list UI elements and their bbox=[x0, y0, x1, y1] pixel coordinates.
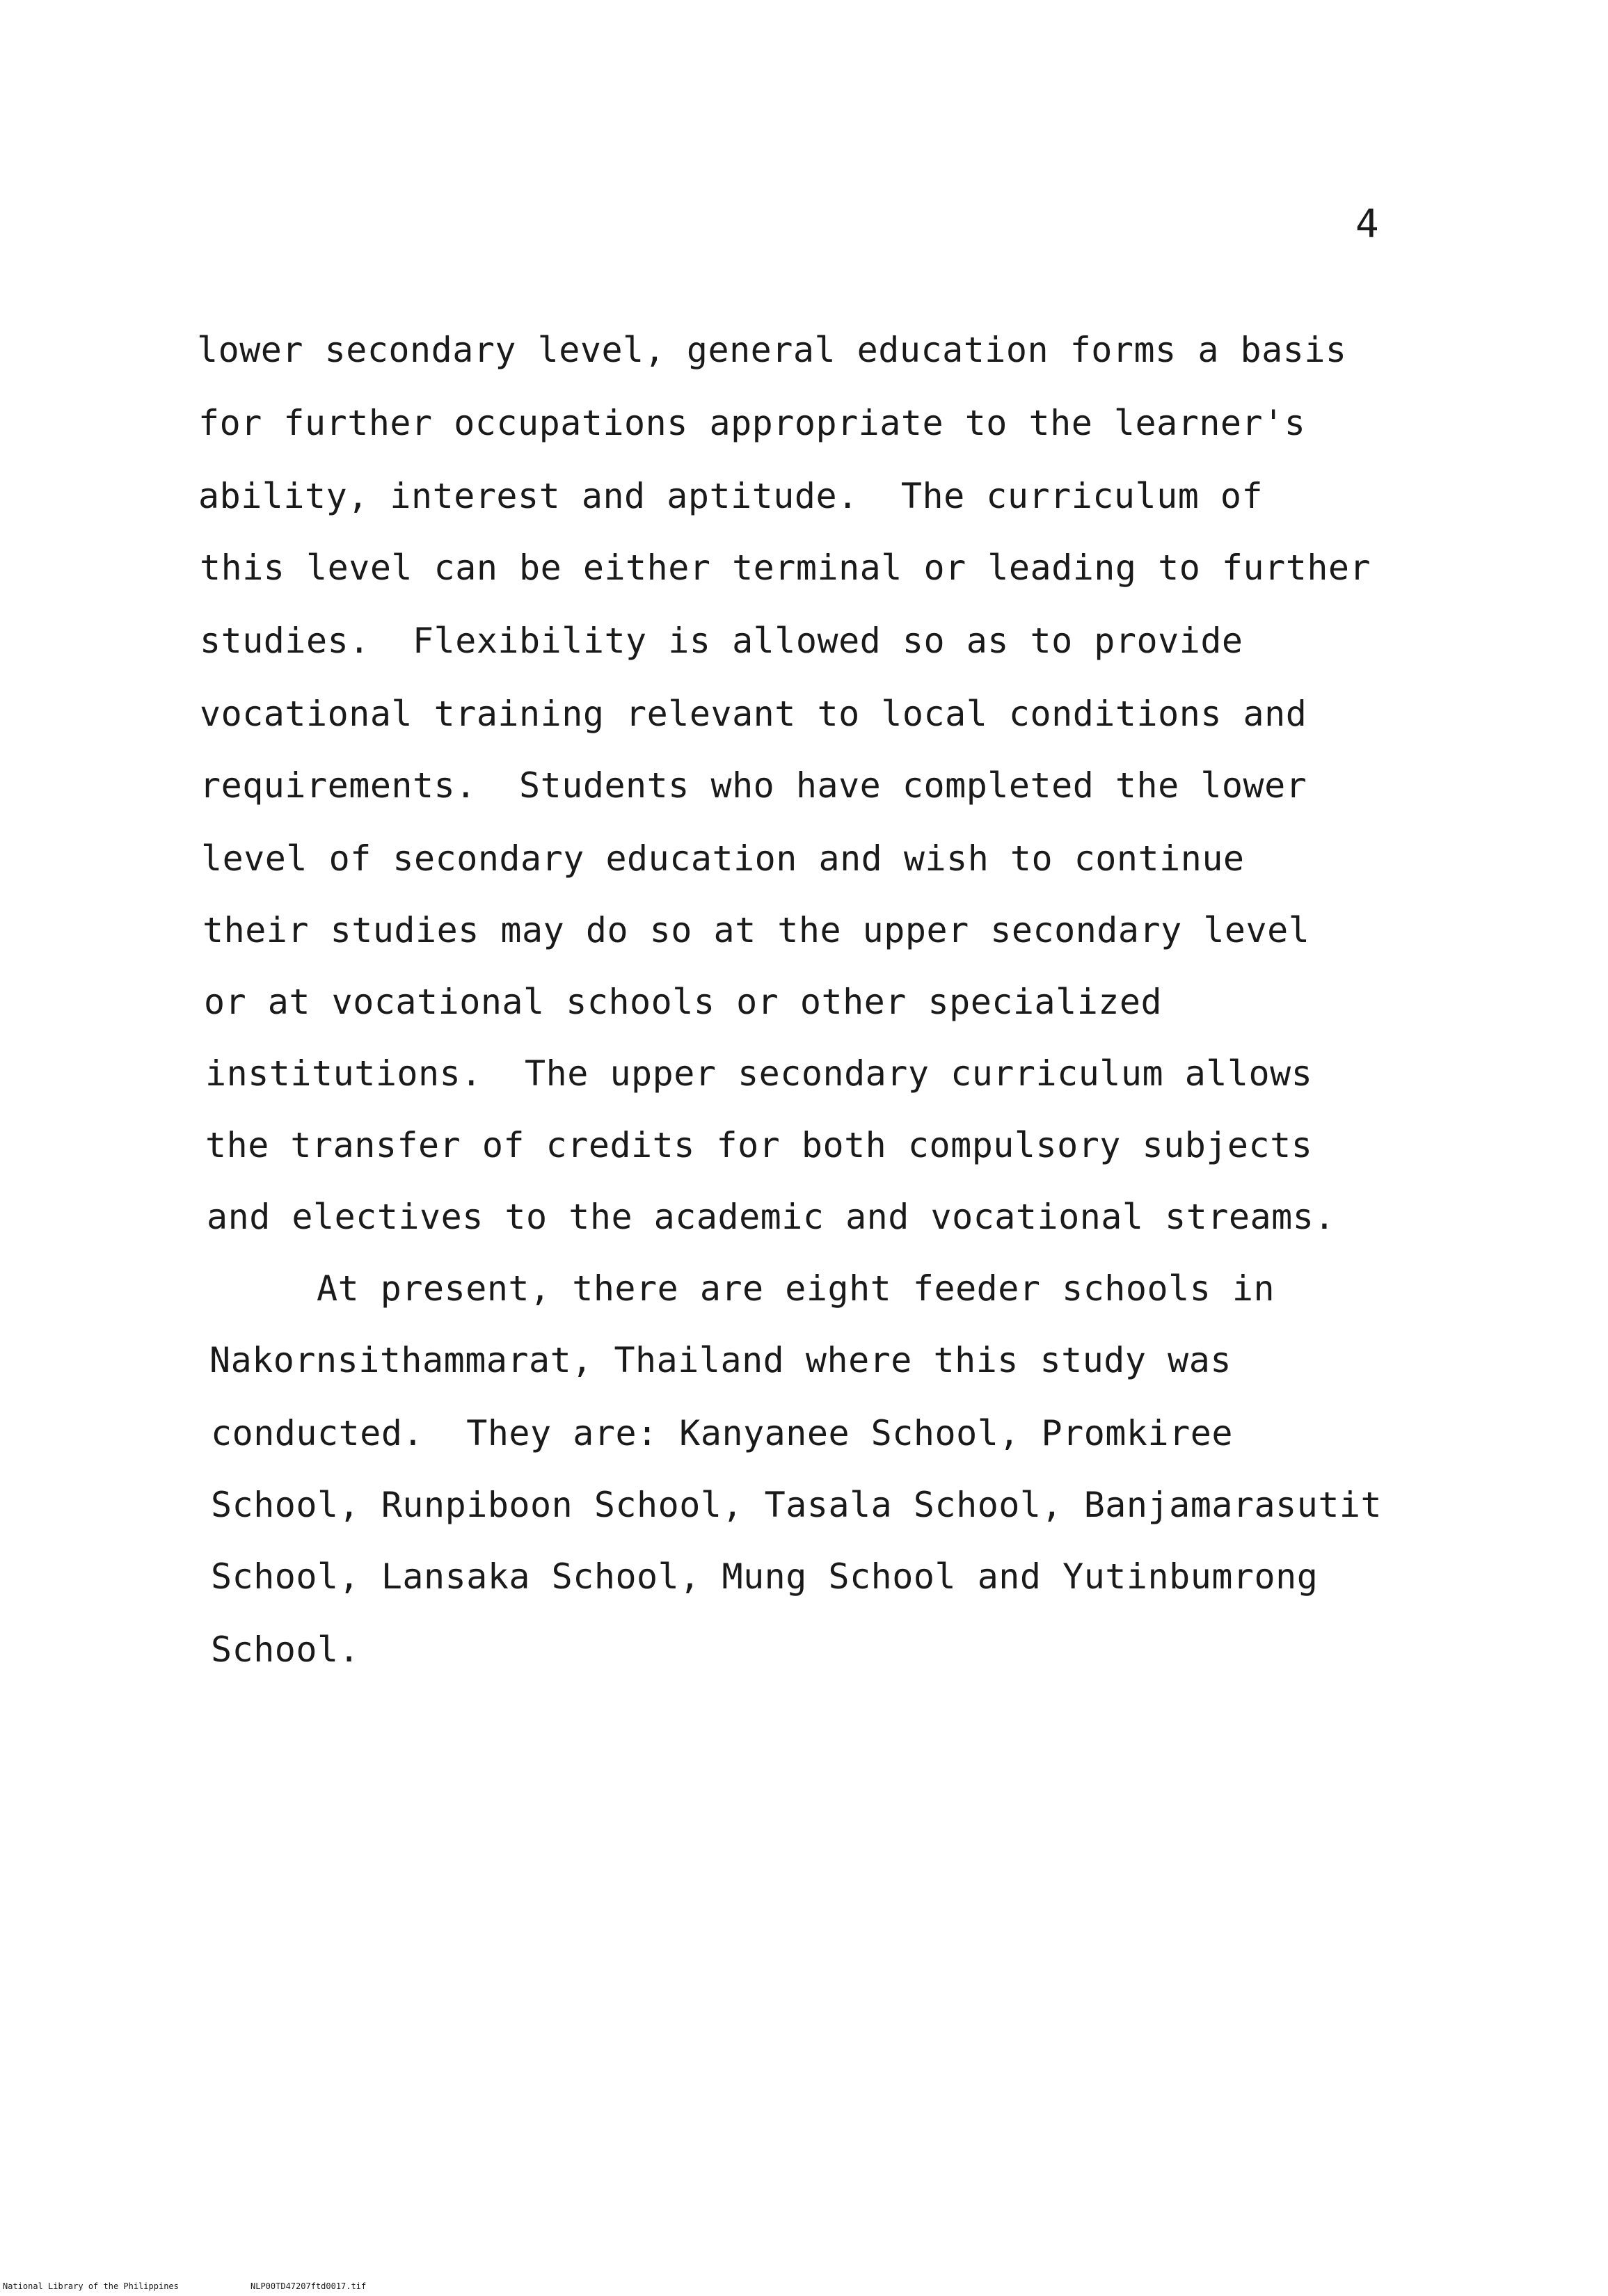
text-line: their studies may do so at the upper secondary level bbox=[202, 910, 1310, 950]
text-line: for further occupations appropriate to the learner's bbox=[198, 403, 1306, 443]
text-line: this level can be either terminal or leading to further bbox=[200, 548, 1371, 588]
text-line: requirements. Students who have completed the lower bbox=[200, 765, 1307, 806]
text-line: ability, interest and aptitude. The curriculum of bbox=[198, 476, 1264, 516]
text-line: lower secondary level, general education forms a basis bbox=[197, 330, 1347, 370]
page-number: 4 bbox=[1355, 202, 1379, 247]
text-line: conducted. They are: Kanyanee School, Promkiree bbox=[211, 1413, 1233, 1453]
text-line: School, Lansaka School, Mung School and Yutinbumrong bbox=[211, 1556, 1319, 1597]
text-line: School, Runpiboon School, Tasala School, Banjamarasutit bbox=[211, 1485, 1383, 1525]
text-line: the transfer of credits for both compulsory subjects bbox=[205, 1125, 1313, 1165]
text-line: institutions. The upper secondary curriculum allows bbox=[205, 1053, 1313, 1094]
text-line: level of secondary education and wish to continue bbox=[201, 838, 1245, 879]
text-line: and electives to the academic and vocational streams. bbox=[207, 1197, 1335, 1237]
text-line: School. bbox=[211, 1629, 360, 1670]
text-line: At present, there are eight feeder schools in bbox=[317, 1268, 1275, 1309]
footer-file-id: NLP00TD47207ftd0017.tif bbox=[250, 2281, 367, 2291]
text-line: studies. Flexibility is allowed so as to provide bbox=[200, 621, 1243, 661]
text-line: Nakornsithammarat, Thailand where this study was bbox=[209, 1340, 1232, 1380]
text-line: or at vocational schools or other specialized bbox=[204, 982, 1163, 1022]
text-line: vocational training relevant to local conditions and bbox=[200, 694, 1307, 734]
footer-library: National Library of the Philippines bbox=[3, 2281, 179, 2291]
